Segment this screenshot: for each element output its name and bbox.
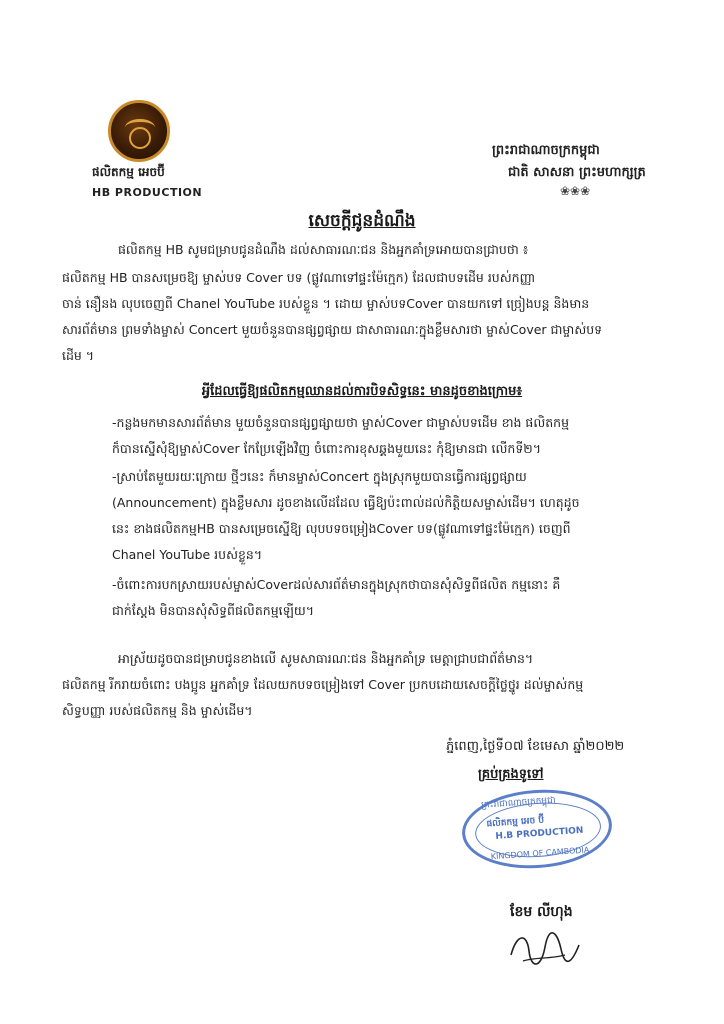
point-line: -កន្លងមកមានសារព័ត៌មាន មួយចំនួនបានផ្សព្វផ្សាយថា ម្ចាស់Cover ជាម្ចាស់បទដើម ខាង ផលិតកម្ម xyxy=(112,415,570,430)
point-line: Chanel YouTube របស់ខ្លួន។ xyxy=(112,547,263,562)
paragraph-intro: ផលិតកម្ម HB សូមជម្រាបជូនដំណឹង ដល់សាធារណៈជន និងអ្នកគាំទ្រអោយបានជ្រាបថា ៖ xyxy=(118,242,529,257)
signer-role: គ្រប់គ្រងទូទៅ xyxy=(478,767,544,782)
paragraph-line: ផលិតកម្ម HB បានសម្រេចឱ្យ ម្ចាស់បទ Cover បទ (ផ្លូវណាទៅផ្ទះម៉ែក្មេក) ដែលជាបទដើម របស់កញ្ញា xyxy=(62,270,536,285)
hb-production-logo-icon xyxy=(108,100,170,162)
section-subtitle: អ្វីដែលធ្វើឱ្យផលិតកម្មឈានដល់ការបិទសិទ្ធនេះ មានដូចខាងក្រោម៖ xyxy=(201,384,523,399)
company-stamp xyxy=(459,785,614,873)
signer-name: ខែម លីហុង xyxy=(510,904,573,920)
point-line: នេះ ខាងផលិតកម្មHB បានសម្រេចស្នើឱ្យ លុបបទចម្រៀងCover បទ(ផ្លូវណាទៅផ្ទះម៉ែក្មេក) ចេញពី xyxy=(112,521,571,536)
paragraph-line: ចាន់ នឿនង លុបចេញពី Chanel YouTube របស់ខ្លួន ។ ដោយ ម្ចាស់បទCover បានយកទៅ ច្រៀងបន្ត និងមាន xyxy=(62,296,590,311)
closing-line: សិទ្ធបញ្ញា របស់ផលិតកម្ម និង ម្ចាស់ដើម។ xyxy=(62,703,253,718)
point-line: ក៏បានស្នើសុំឱ្យម្ចាស់Cover កែប្រែឡើងវិញ ចំពោះការខុសឆ្គងមួយនេះ កុំឱ្យមានជា លើកទី២។ xyxy=(112,441,541,456)
signature-icon xyxy=(505,925,585,975)
stamp-top-text: ព្រះរាជាណាចក្រកម្ពុជា xyxy=(480,795,556,811)
stamp-name-en: H.B PRODUCTION xyxy=(495,825,584,842)
ornament-icon: ❀❀❀ xyxy=(560,184,591,198)
national-motto: ជាតិ សាសនា ព្រះមហាក្សត្រ xyxy=(508,165,646,180)
stamp-name-kh: ផលិតកម្ម អេច ប៊ី xyxy=(486,815,545,830)
company-name-en: HB PRODUCTION xyxy=(92,186,203,199)
paragraph-line: សារព័ត៌មាន ព្រមទាំងម្ចាស់ Concert មួយចំនួនបានផ្សព្វផ្សាយ ជាសាធារណៈក្នុងខ្លឹមសារថា ម្ចាស់Cover ជាម្ចាស់បទ xyxy=(62,322,603,337)
point-line: -ស្រាប់តែមួយរយៈក្រោយ ថ្មីៗនេះ ក៏មានម្ចាស់Concert ក្នុងស្រុកមួយបានធ្វើការផ្សព្វផ្សាយ xyxy=(112,469,527,484)
point-line: -ចំពោះការបកស្រាយរបស់ម្ចាស់Coverដល់សារព័ត៌មានក្នុងស្រុកថាបានសុំសិទ្ធពីផលិត កម្មនោះ គឺ xyxy=(112,577,561,592)
company-name-kh: ផលិតកម្ម អេចប៊ី xyxy=(92,165,165,179)
document-date: ភ្នំពេញ,ថ្ងៃទី០៧ ខែមេសា ឆ្នាំ២០២២ xyxy=(446,739,625,754)
point-line: ជាក់ស្ដែង មិនបានសុំសិទ្ធពីផលិតកម្មឡើយ។ xyxy=(112,603,315,618)
closing-line: អាស្រ័យដូចបានជម្រាបជូនខាងលើ សូមសាធារណៈជន និងអ្នកគាំទ្រ មេត្តាជ្រាបជាព័ត៌មាន។ xyxy=(118,651,534,666)
closing-line: ផលិតកម្ម រីករាយចំពោះ បងប្អូន អ្នកគាំទ្រ ដែលយកបទចម្រៀងទៅ Cover ប្រកបដោយសេចក្ដីថ្លៃថ្នូរ ដល់ម្ចាស់កម្ម xyxy=(62,677,584,692)
stamp-bottom-text: KINGDOM OF CAMBODIA xyxy=(490,845,590,862)
document-title: សេចក្ដីជូនដំណឹង xyxy=(308,211,416,231)
point-line: (Announcement) ក្នុងខ្លឹមសារ ដូចខាងលើដដែល ធ្វើឱ្យប៉ះពាល់ដល់កិត្តិយសម្ចាស់ដើម។ ហេតុដូច xyxy=(112,495,580,510)
paragraph-line: ដើម ។ xyxy=(62,348,95,363)
kingdom-heading: ព្រះរាជាណាចក្រកម្ពុជា xyxy=(492,143,600,158)
